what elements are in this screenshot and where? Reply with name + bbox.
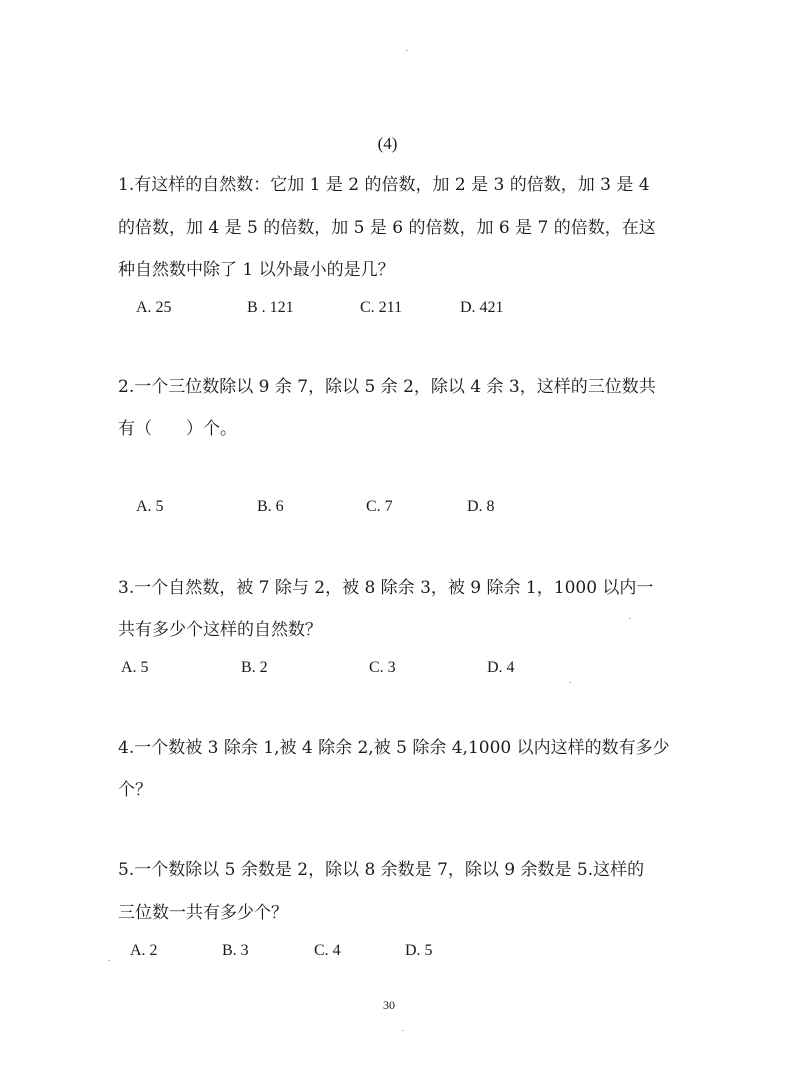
scan-speck bbox=[406, 50, 408, 51]
question-1-line-2: 的倍数，加 4 是 5 的倍数，加 5 是 6 的倍数，加 6 是 7 的倍数，在这 bbox=[118, 218, 656, 238]
question-4-line-1: 4.一个数被 3 除余 1,被 4 除余 2,被 5 除余 4,1000 以内这样的数有多少 bbox=[118, 738, 670, 758]
question-2-option-d: D. 8 bbox=[467, 498, 495, 515]
question-2-line-1: 2.一个三位数除以 9 余 7，除以 5 余 2，除以 4 余 3，这样的三位数共 bbox=[118, 377, 656, 397]
question-2-line-2: 有（ ）个。 bbox=[118, 419, 237, 439]
scan-speck bbox=[569, 682, 571, 683]
scan-speck bbox=[108, 960, 110, 961]
question-1-option-c: C. 211 bbox=[360, 299, 403, 316]
question-3-line-2: 共有多少个这样的自然数？ bbox=[118, 620, 322, 640]
section-title: (4) bbox=[377, 134, 398, 153]
question-2-option-c: C. 7 bbox=[366, 498, 393, 515]
scan-speck bbox=[629, 618, 631, 619]
question-5-option-d: D. 5 bbox=[405, 942, 433, 959]
question-3-line-1: 3.一个自然数，被 7 除与 2，被 8 除余 3，被 9 除余 1，1000 以内一 bbox=[118, 578, 654, 598]
question-5-option-c: C. 4 bbox=[314, 942, 341, 959]
question-1-option-b: B . 121 bbox=[247, 299, 294, 316]
page-number: 30 bbox=[383, 998, 395, 1012]
question-3-option-a: A. 5 bbox=[121, 659, 149, 676]
question-3-option-c: C. 3 bbox=[369, 659, 396, 676]
question-1-option-d: D. 421 bbox=[460, 299, 504, 316]
question-5-line-2: 三位数一共有多少个？ bbox=[118, 903, 288, 923]
question-4-line-2: 个？ bbox=[118, 780, 152, 800]
question-3-option-d: D. 4 bbox=[487, 659, 515, 676]
question-1-line-1: 1.有这样的自然数：它加 1 是 2 的倍数，加 2 是 3 的倍数，加 3 是 4 bbox=[118, 175, 650, 195]
question-3-option-b: B. 2 bbox=[241, 659, 268, 676]
question-2-option-a: A. 5 bbox=[136, 498, 164, 515]
question-5-line-1: 5.一个数除以 5 余数是 2，除以 8 余数是 7，除以 9 余数是 5.这样的 bbox=[118, 860, 645, 880]
question-5-option-b: B. 3 bbox=[222, 942, 249, 959]
question-2-option-b: B. 6 bbox=[257, 498, 284, 515]
question-5-option-a: A. 2 bbox=[130, 942, 158, 959]
question-1-option-a: A. 25 bbox=[136, 299, 172, 316]
scan-speck bbox=[402, 1030, 404, 1031]
question-1-line-3: 种自然数中除了 1 以外最小的是几？ bbox=[118, 260, 395, 280]
